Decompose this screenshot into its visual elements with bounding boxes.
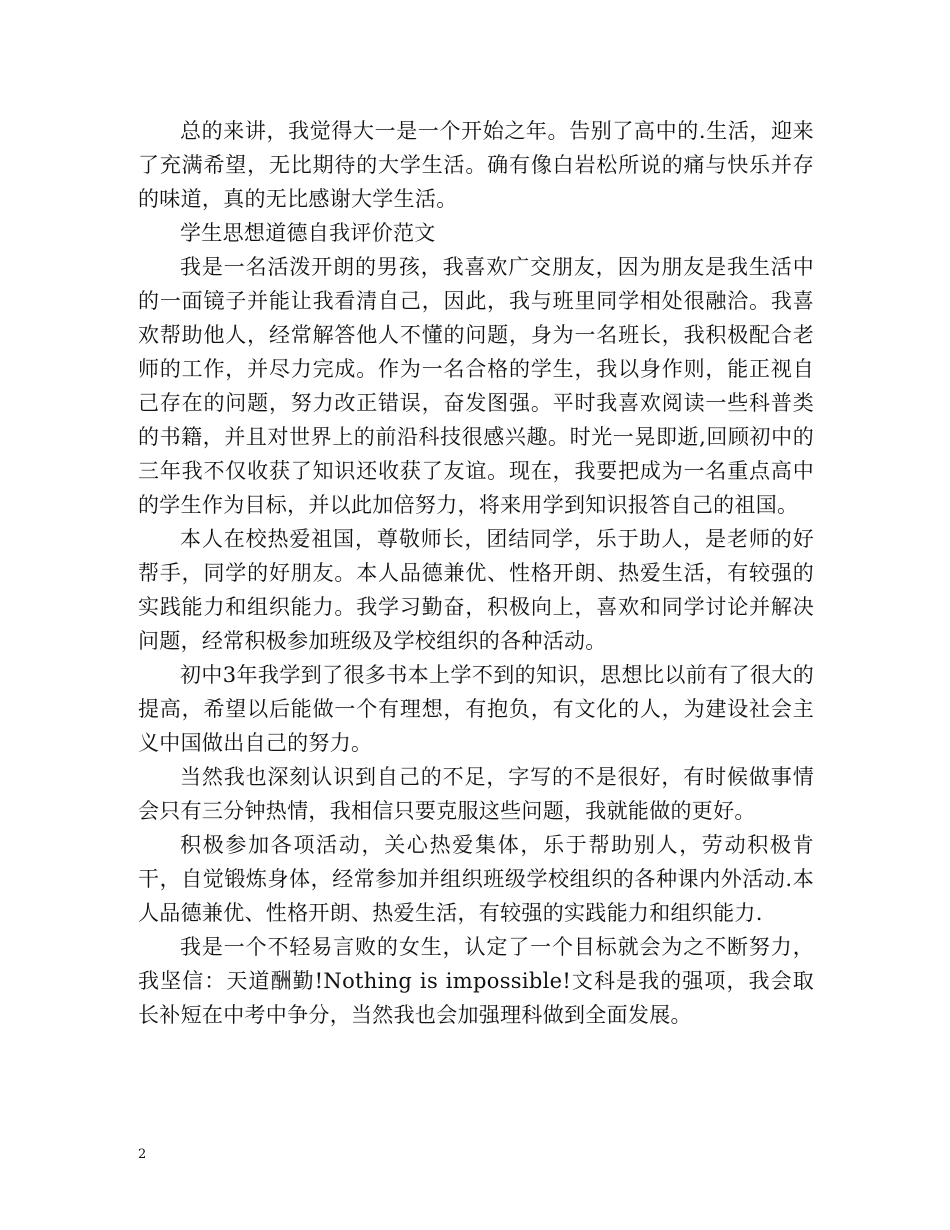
document-body <box>138 114 814 1032</box>
paragraph: 积极参加各项活动，关心热爱集体，乐于帮助别人，劳动积极肯干，自觉锻炼身体，经常参加并组织班级学校组织的各种课内外活动.本人品德兼优、性格开朗、热爱生活，有较强的实践能力和组织能力. <box>138 833 814 925</box>
paragraph: 初中3年我学到了很多书本上学不到的知识，思想比以前有了很大的提高，希望以后能做一个有理想，有抱负，有文化的人，为建设社会主义中国做出自己的努力。 <box>138 663 814 755</box>
paragraph: 我是一名活泼开朗的男孩，我喜欢广交朋友，因为朋友是我生活中的一面镜子并能让我看清自己，因此，我与班里同学相处很融洽。我喜欢帮助他人，经常解答他人不懂的问题，身为一名班长，我积极配合老师的工作，并尽力完成。作为一名合格的学生，我以身作则，能正视自己存在的问题，努力改正错误，奋发图强。平时我喜欢阅读一些科普类的书籍，并且对世界上的前沿科技很感兴趣。时光一晃即逝,回顾初中的三年我不仅收获了知识还收获了友谊。现在，我要把成为一名重点高中的学生作为目标，并以此加倍努力，将来用学到知识报答自己的祖国。 <box>138 255 814 517</box>
paragraph: 总的来讲，我觉得大一是一个开始之年。告别了高中的.生活，迎来了充满希望，无比期待的大学生活。确有像白岩松所说的痛与快乐并存的味道，真的无比感谢大学生活。 <box>138 119 814 211</box>
paragraph: 当然我也深刻认识到自己的不足，字写的不是很好，有时候做事情会只有三分钟热情，我相信只要克服这些问题，我就能做的更好。 <box>138 765 814 823</box>
page-number: 2 <box>138 1147 147 1162</box>
section-heading: 学生思想道德自我评价范文 <box>180 221 436 245</box>
paragraph: 我是一个不轻易言败的女生，认定了一个目标就会为之不断努力，我坚信：天道酬勤!Nothing is impossible!文科是我的强项，我会取长补短在中考中争分，当然我也会加强理科做到全面发展。 <box>138 935 814 1027</box>
paragraph: 本人在校热爱祖国，尊敬师长，团结同学，乐于助人，是老师的好帮手，同学的好朋友。本人品德兼优、性格开朗、热爱生活，有较强的实践能力和组织能力。我学习勤奋，积极向上，喜欢和同学讨论并解决问题，经常积极参加班级及学校组织的各种活动。 <box>138 527 814 653</box>
